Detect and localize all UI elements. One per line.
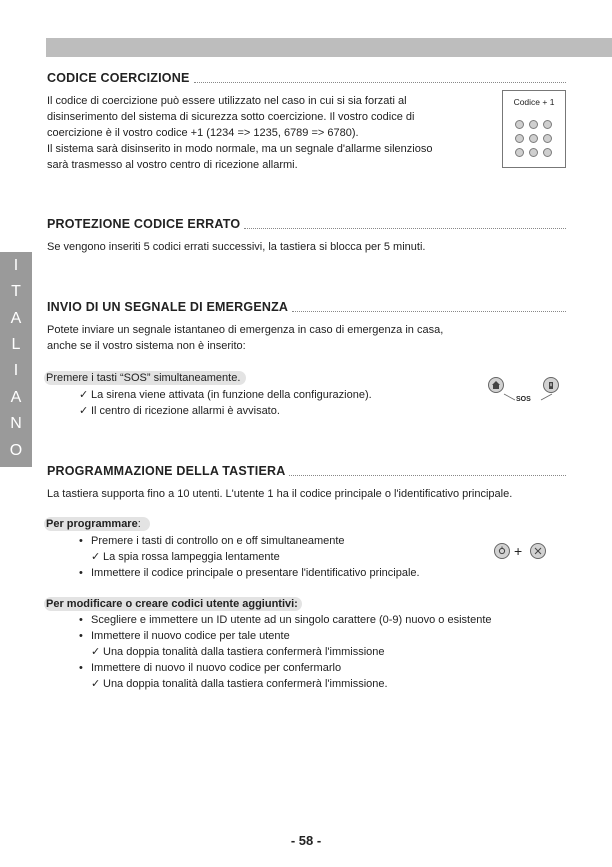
keypad-key-icon <box>529 134 538 143</box>
check-item <box>79 388 372 402</box>
bullet-item <box>79 629 290 643</box>
keypad-key-icon <box>529 148 538 157</box>
section-heading-codice-coercizione <box>47 69 566 85</box>
bullet-icon: • <box>79 614 83 626</box>
side-tab-letter: T <box>11 283 21 300</box>
keypad-key-icon <box>515 120 524 129</box>
keypad-key-icon <box>529 120 538 129</box>
home-key-icon <box>488 377 504 393</box>
side-tab-letter: I <box>13 257 19 274</box>
section-heading-programmazione-tastiera <box>47 462 566 478</box>
bullet-item <box>79 534 345 548</box>
keypad-figure-label: Codice + 1 <box>513 97 555 107</box>
bullet-item-text: Scegliere e immettere un ID utente ad un singolo carattere (0-9) nuovo o esistente <box>91 614 492 626</box>
section-heading-protezione-codice-errato <box>47 215 566 231</box>
program-heading: Per programmare <box>46 518 138 530</box>
side-tab-letter: L <box>11 336 21 353</box>
sos-label: SOS <box>516 396 531 403</box>
check-item-text: Una doppia tonalità dalla tastiera confermerà l'immissione. <box>103 678 388 690</box>
section1-paragraph <box>47 93 432 173</box>
dotted-leader <box>194 81 567 83</box>
check-icon: ✓ <box>79 389 89 401</box>
text-line: La tastiera supporta fino a 10 utenti. L'utente 1 ha il codice principale o l'identificativo principale. <box>47 488 513 500</box>
bullet-icon: • <box>79 567 83 579</box>
check-item-text: Una doppia tonalità dalla tastiera confermerà l'immissione <box>103 646 385 658</box>
text-line: disinserimento del sistema di sicurezza sotto coercizione. Il vostro codice di <box>47 111 415 123</box>
program-heading-highlight <box>44 517 150 531</box>
bullet-item <box>79 566 420 580</box>
text-line: Il codice di coercizione può essere utilizzato nel caso in cui si sia forzati al <box>47 95 407 107</box>
section-title: CODICE COERCIZIONE <box>47 71 190 85</box>
bullet-icon: • <box>79 630 83 642</box>
check-item <box>79 404 280 418</box>
check-icon: ✓ <box>91 646 101 658</box>
check-item-text: La spia rossa lampeggia lentamente <box>103 551 280 563</box>
keypad-figure <box>502 90 566 168</box>
text-line: Il sistema sarà disinserito in modo normale, ma un segnale d'allarme silenzioso <box>47 143 433 155</box>
side-tab-letter: A <box>10 310 22 327</box>
text-line: coercizione è il vostro codice +1 (1234 => 1235, 6789 => 6780). <box>47 127 359 139</box>
sos-instruction-highlight: Premere i tasti “SOS” simultaneamente. <box>44 371 246 385</box>
section3-paragraph <box>47 322 443 354</box>
bullet-item <box>79 613 492 627</box>
section-title: PROTEZIONE CODICE ERRATO <box>47 217 241 231</box>
text-line: Potete inviare un segnale istantaneo di emergenza in caso di emergenza in casa, <box>47 324 444 336</box>
check-icon: ✓ <box>91 678 101 690</box>
section-heading-invio-segnale-emergenza <box>47 298 566 314</box>
bullet-item <box>79 661 341 675</box>
section-title: PROGRAMMAZIONE DELLA TASTIERA <box>47 464 286 478</box>
off-key-icon <box>530 543 546 559</box>
side-tab-letter: O <box>9 442 23 459</box>
section2-paragraph <box>47 239 425 255</box>
bullet-item-text: Immettere il codice principale o presentare l'identificativo principale. <box>91 567 420 579</box>
side-tab-letter: I <box>13 362 19 379</box>
keypad-key-icon <box>515 148 524 157</box>
text-line: sarà trasmesso al vostro centro di ricezione allarmi. <box>47 159 298 171</box>
check-icon: ✓ <box>79 405 89 417</box>
side-tab-letter: N <box>10 415 22 432</box>
keypad-key-icon <box>543 134 552 143</box>
section4-intro <box>47 486 512 502</box>
check-item <box>91 677 388 691</box>
keypad-key-icon <box>543 120 552 129</box>
keypad-key-icon <box>543 148 552 157</box>
on-key-icon <box>494 543 510 559</box>
check-item-text: La sirena viene attivata (in funzione della configurazione). <box>91 389 372 401</box>
dotted-leader <box>289 474 566 476</box>
keypad-key-icon <box>515 134 524 143</box>
dotted-leader <box>292 310 566 312</box>
modify-heading-highlight: Per modificare o creare codici utente aggiuntivi: <box>44 597 302 611</box>
language-side-tab <box>0 252 32 467</box>
dotted-leader <box>244 227 566 229</box>
panic-key-icon <box>543 377 559 393</box>
check-icon: ✓ <box>91 551 101 563</box>
bullet-item-text: Immettere il nuovo codice per tale utente <box>91 630 290 642</box>
text-line: anche se il vostro sistema non è inserito: <box>47 340 246 352</box>
bullet-icon: • <box>79 662 83 674</box>
check-item-text: Il centro di ricezione allarmi è avvisato. <box>91 405 280 417</box>
page-number: - 58 - <box>290 833 322 848</box>
text-line: Se vengono inseriti 5 codici errati successivi, la tastiera si blocca per 5 minuti. <box>47 241 426 253</box>
check-item <box>91 645 385 659</box>
section-title: INVIO DI UN SEGNALE DI EMERGENZA <box>47 300 289 314</box>
check-item <box>91 550 280 564</box>
side-tab-letter: A <box>10 389 22 406</box>
program-heading-colon: : <box>137 518 141 530</box>
plus-sign: + <box>514 543 523 559</box>
bullet-item-text: Immettere di nuovo il nuovo codice per confermarlo <box>91 662 342 674</box>
header-bar <box>46 38 612 57</box>
bullet-icon: • <box>79 535 83 547</box>
bullet-item-text: Premere i tasti di controllo on e off simultaneamente <box>91 535 345 547</box>
